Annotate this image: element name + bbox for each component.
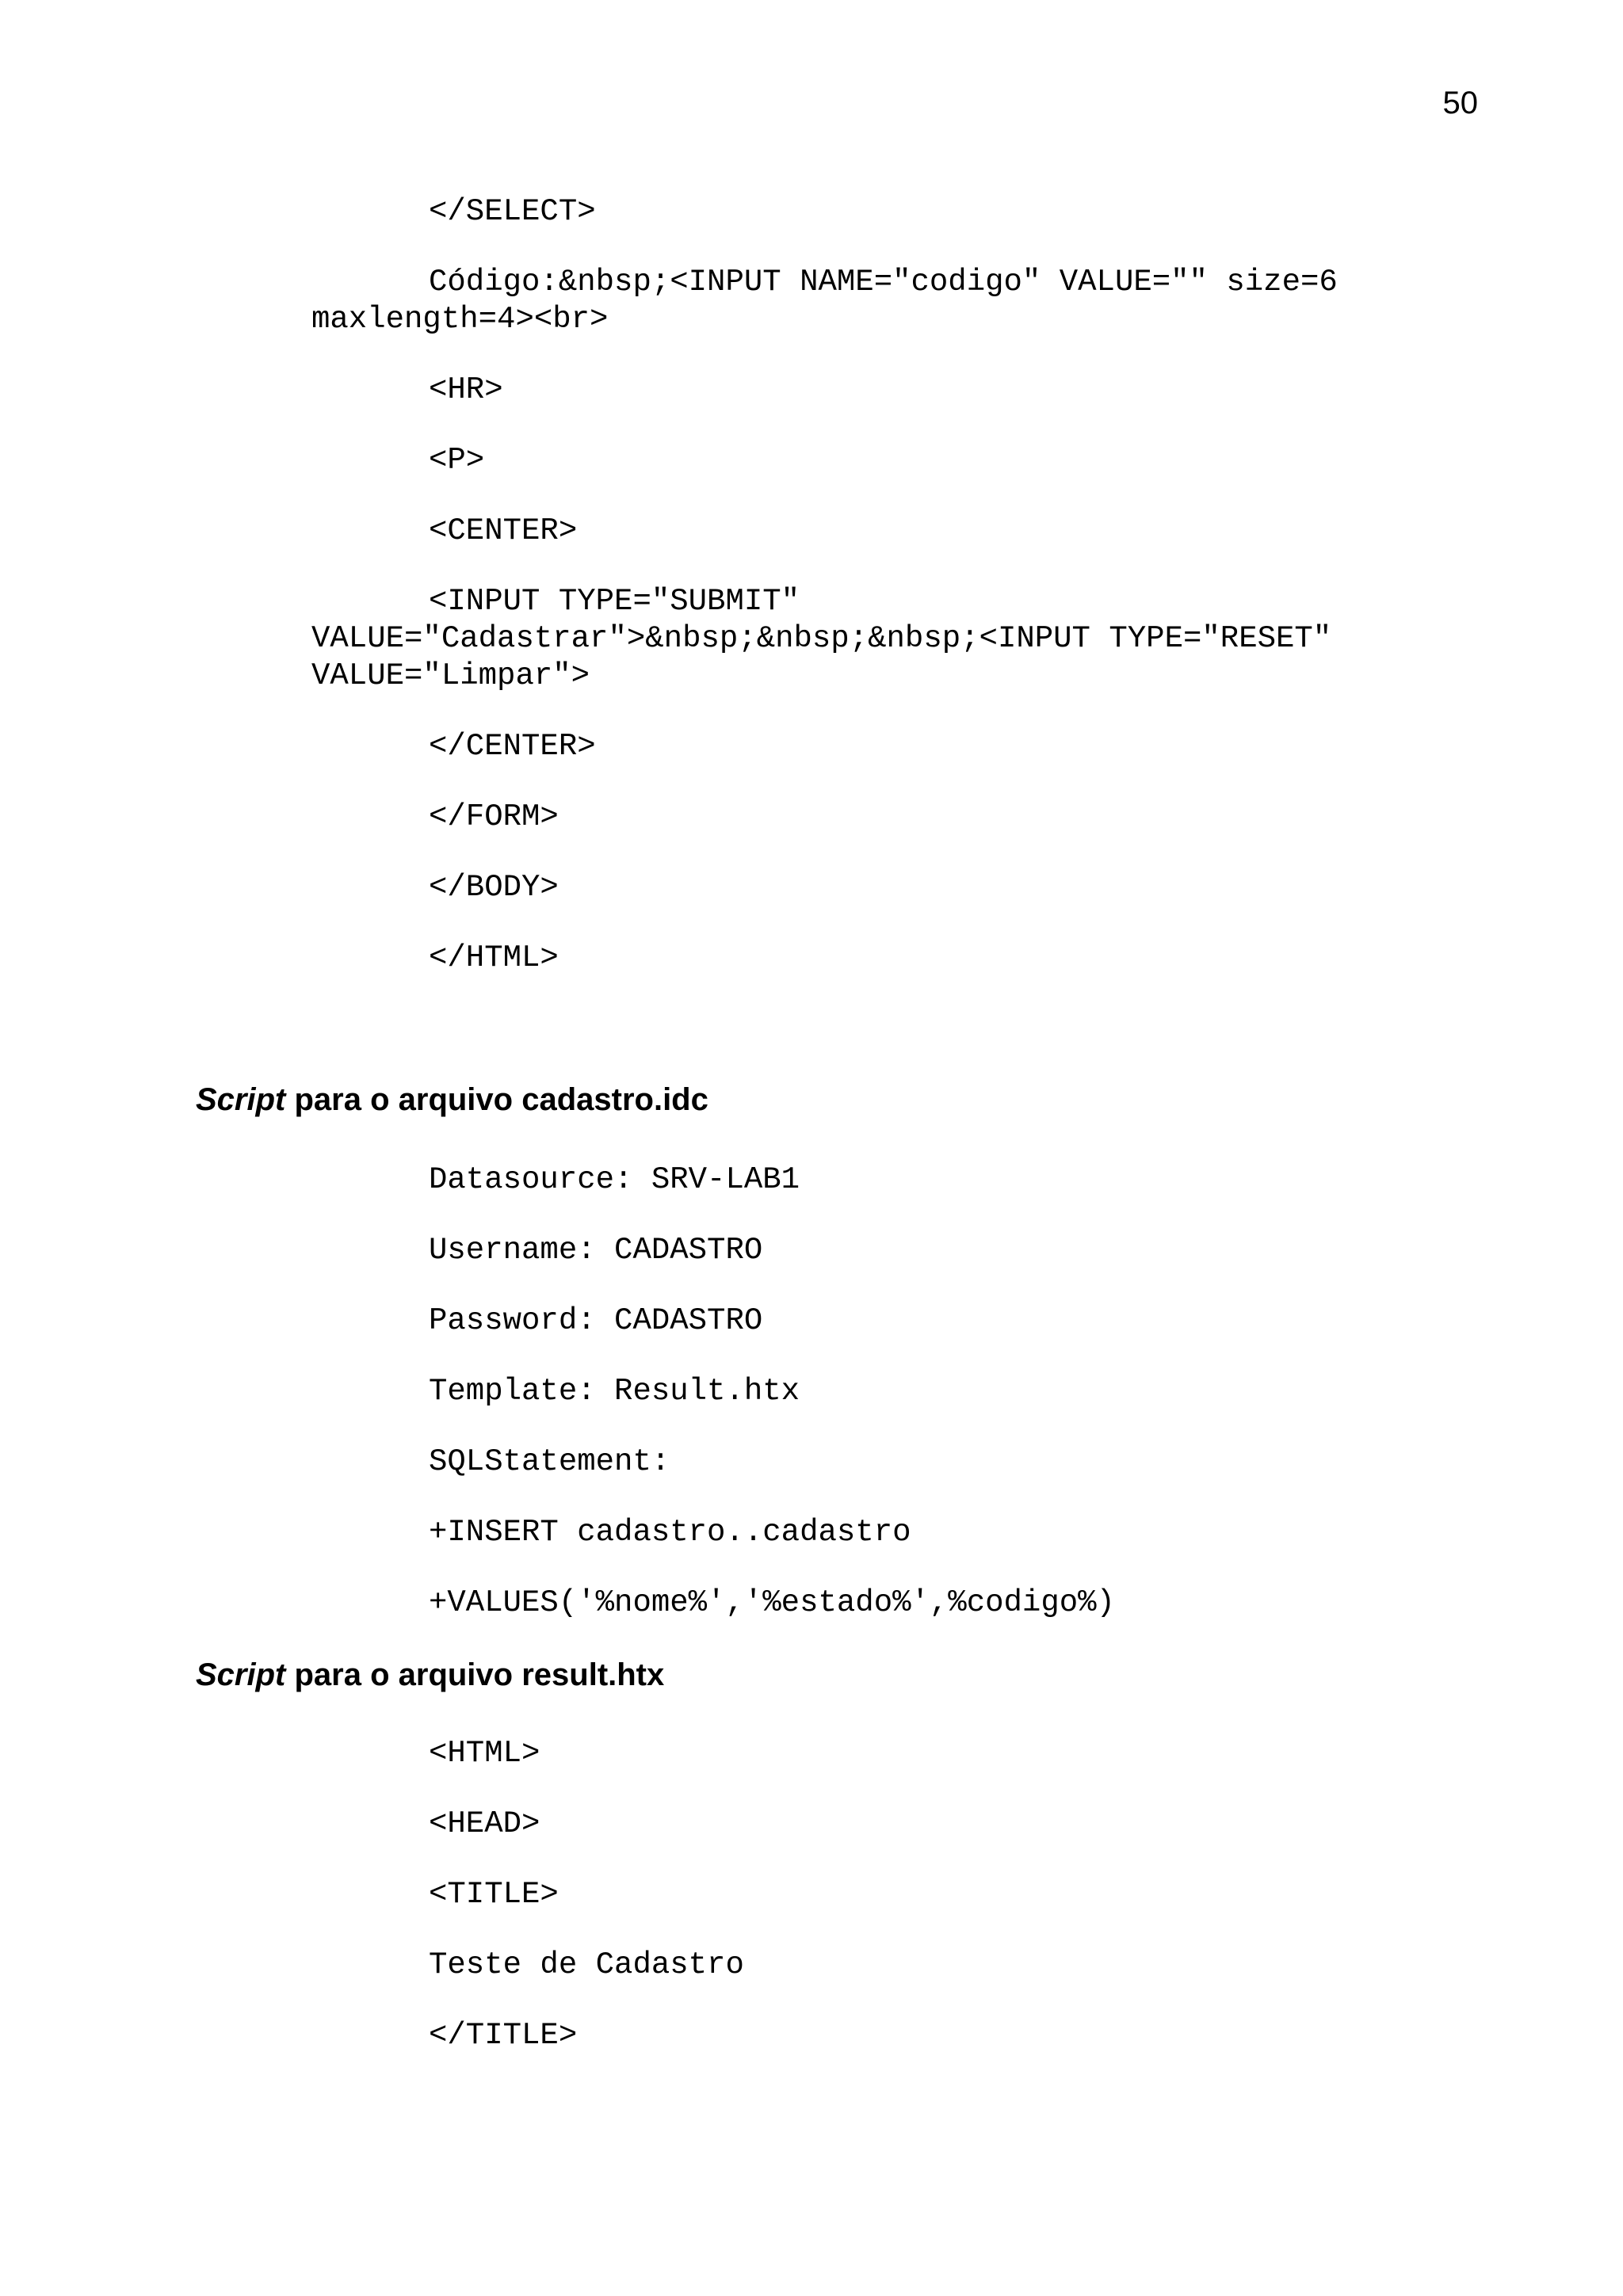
code-line: <HTML> [429, 1736, 540, 1771]
code-line: VALUE="Cadastrar">&nbsp;&nbsp;&nbsp;<INPUT TYPE="RESET" [311, 621, 1332, 656]
code-line: </BODY> [429, 870, 559, 905]
code-line: Template: Result.htx [429, 1374, 800, 1409]
code-line: Username: CADASTRO [429, 1233, 763, 1268]
code-line: +INSERT cadastro..cadastro [429, 1515, 911, 1550]
section-heading-result-htx [196, 1657, 664, 1693]
code-line: Datasource: SRV-LAB1 [429, 1162, 800, 1197]
code-line: </SELECT> [429, 194, 596, 229]
code-line: Teste de Cadastro [429, 1947, 744, 1982]
code-line: SQLStatement: [429, 1444, 670, 1479]
code-line: </FORM> [429, 799, 559, 834]
heading-text: para o arquivo cadastro.idc [285, 1082, 708, 1117]
heading-italic-word: Script [196, 1082, 286, 1117]
section-heading-cadastro-idc [196, 1082, 708, 1118]
heading-italic-word: Script [196, 1657, 286, 1692]
code-line: </CENTER> [429, 729, 596, 764]
code-line: Password: CADASTRO [429, 1303, 763, 1338]
code-line: +VALUES('%nome%','%estado%',%codigo%) [429, 1585, 1115, 1620]
code-line: maxlength=4><br> [311, 302, 609, 337]
code-line: <CENTER> [429, 513, 578, 548]
code-line: Código:&nbsp;<INPUT NAME="codigo" VALUE="" size=6 [429, 265, 1338, 299]
code-line: <HEAD> [429, 1806, 540, 1841]
code-line: <P> [429, 443, 485, 478]
code-line: </TITLE> [429, 2018, 578, 2053]
code-line: <INPUT TYPE="SUBMIT" [429, 584, 800, 619]
code-line: VALUE="Limpar"> [311, 658, 590, 693]
code-line: <TITLE> [429, 1877, 559, 1912]
code-line: </HTML> [429, 940, 559, 975]
page-number: 50 [1442, 86, 1478, 120]
code-line: <HR> [429, 372, 503, 407]
heading-text: para o arquivo result.htx [285, 1657, 665, 1692]
